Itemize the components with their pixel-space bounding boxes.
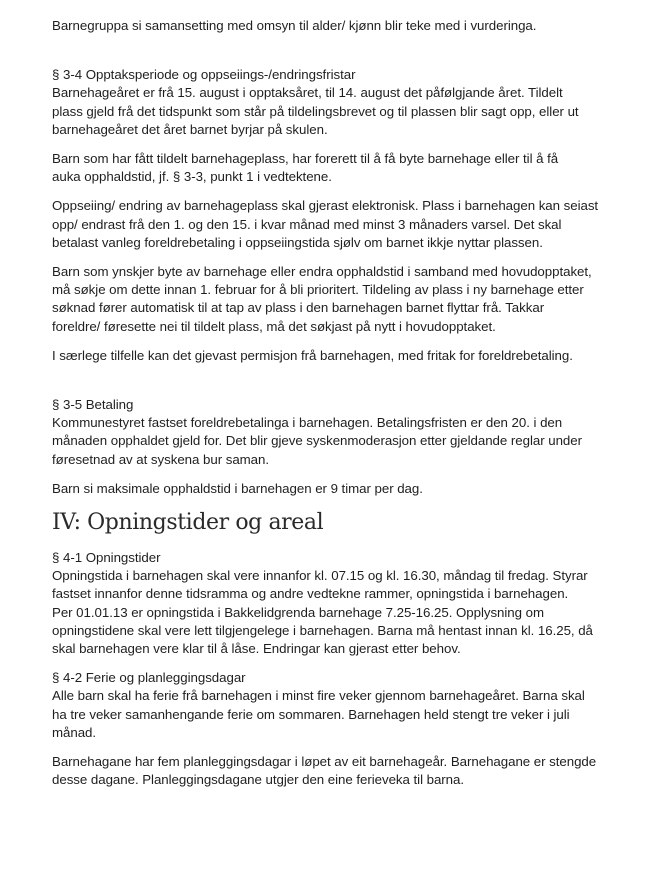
- text-line: skal barnehagen vere klar til å låse. Endringar kan gjerast etter behov.: [52, 641, 461, 657]
- text-line: Barnehageåret er frå 15. august i opptaksåret, til 14. august det påfølgjande året. Tildelt: [52, 85, 563, 101]
- text-line: Per 01.01.13 er opningstida i Bakkelidgrenda barnehage 7.25-16.25. Opplysning om: [52, 604, 545, 620]
- text-line: Opningstida i barnehagen skal vere innanfor kl. 07.15 og kl. 16.30, måndag til fredag. Styrar: [52, 568, 588, 584]
- section-heading: § 3-5 Betaling: [52, 397, 134, 413]
- text-line: Barnehagane har fem planleggingsdagar i løpet av eit barnehageår. Barnehagane er stengde: [52, 754, 597, 770]
- text-line: opp/ endrast frå den 1. og den 15. i kvar månad med minst 3 månaders varsel. Det skal: [52, 216, 562, 232]
- section-3-5: [52, 396, 612, 469]
- text-line: I særlege tilfelle kan det gjevast permisjon frå barnehagen, med fritak for foreldrebetaling.: [52, 347, 573, 363]
- text-line: Oppseiing/ endring av barnehageplass skal gjerast elektronisk. Plass i barnehagen kan seiast: [52, 198, 599, 214]
- paragraph-preference: [52, 150, 612, 186]
- document-page: [52, 17, 612, 790]
- text-line: Barn si maksimale opphaldstid i barnehagen er 9 timar per dag.: [52, 480, 423, 496]
- text-line: Alle barn skal ha ferie frå barnehagen i minst fire veker gjennom barnehageåret. Barna skal: [52, 688, 585, 704]
- paragraph-group-composition: [52, 17, 612, 35]
- section-3-4: [52, 66, 612, 139]
- text-line: betalast vanleg foreldrebetaling i oppseiingstida sjølv om barnet ikkje nyttar plassen.: [52, 234, 543, 250]
- text-line: Barnegruppa si samansetting med omsyn til alder/ kjønn blir teke med i vurderinga.: [52, 18, 537, 33]
- text-line: fastset innanfor denne tidsramma og andre vedtekne rammer, opningstida i barnehagen.: [52, 586, 569, 602]
- text-line: føresetnad av at syskena bur saman.: [52, 451, 270, 467]
- paragraph-termination: [52, 197, 612, 252]
- text-line: desse dagane. Planleggingsdagane utgjer den eine ferieveka til barna.: [52, 772, 465, 788]
- section-heading: § 3-4 Opptaksperiode og oppseiings-/endringsfristar: [52, 67, 356, 83]
- text-line: opningstidene skal vere lett tilgjengelege i barnehagen. Barna må hentast innan kl. 16.25, då: [52, 622, 593, 638]
- chapter-heading: IV: Opningstider og areal: [52, 510, 324, 536]
- section-4-2: [52, 669, 612, 742]
- text-line: månad.: [52, 724, 97, 740]
- text-line: Barn som har fått tildelt barnehageplass, har forerett til å få byte barnehage eller til å få: [52, 151, 559, 167]
- text-line: plass gjeld frå det tidspunkt som står på tildelingsbrevet og til plassen blir sagt opp, eller ut: [52, 103, 579, 119]
- section-heading: § 4-2 Ferie og planleggingsdagar: [52, 670, 246, 686]
- paragraph-planning-days: [52, 753, 612, 789]
- section-heading: § 4-1 Opningstider: [52, 550, 161, 566]
- text-line: Barn som ynskjer byte av barnehage eller endra opphaldstid i samband med hovudopptaket,: [52, 264, 592, 280]
- text-line: søknad fører automatisk til at tap av plass i den barnehagen barnet flyttar frå. Takkar: [52, 300, 545, 316]
- text-line: foreldre/ føresette nei til tildelt plass, må det søkjast på nytt i hovudopptaket.: [52, 318, 496, 334]
- text-line: barnehageåret det året barnet byrjar på skulen.: [52, 121, 328, 137]
- text-line: ha tre veker samanhengande ferie om sommaren. Barnehagen held stengt tre veker i juli: [52, 706, 570, 722]
- text-line: månaden opphaldet gjeld for. Det blir gjeve syskenmoderasjon etter gjeldande reglar under: [52, 433, 582, 449]
- section-4-1: [52, 549, 612, 658]
- text-line: auka opphaldstid, jf. § 3-3, punkt 1 i vedtektene.: [52, 169, 332, 185]
- text-line: må søkje om dette innan 1. februar for å bli prioritert. Tildeling av plass i ny barnehage etter: [52, 282, 584, 298]
- paragraph-leave: [52, 347, 612, 365]
- text-line: Kommunestyret fastset foreldrebetalinga i barnehagen. Betalingsfristen er den 20. i den: [52, 415, 563, 431]
- paragraph-max-hours: [52, 480, 612, 498]
- paragraph-change-kindergarten: [52, 263, 612, 336]
